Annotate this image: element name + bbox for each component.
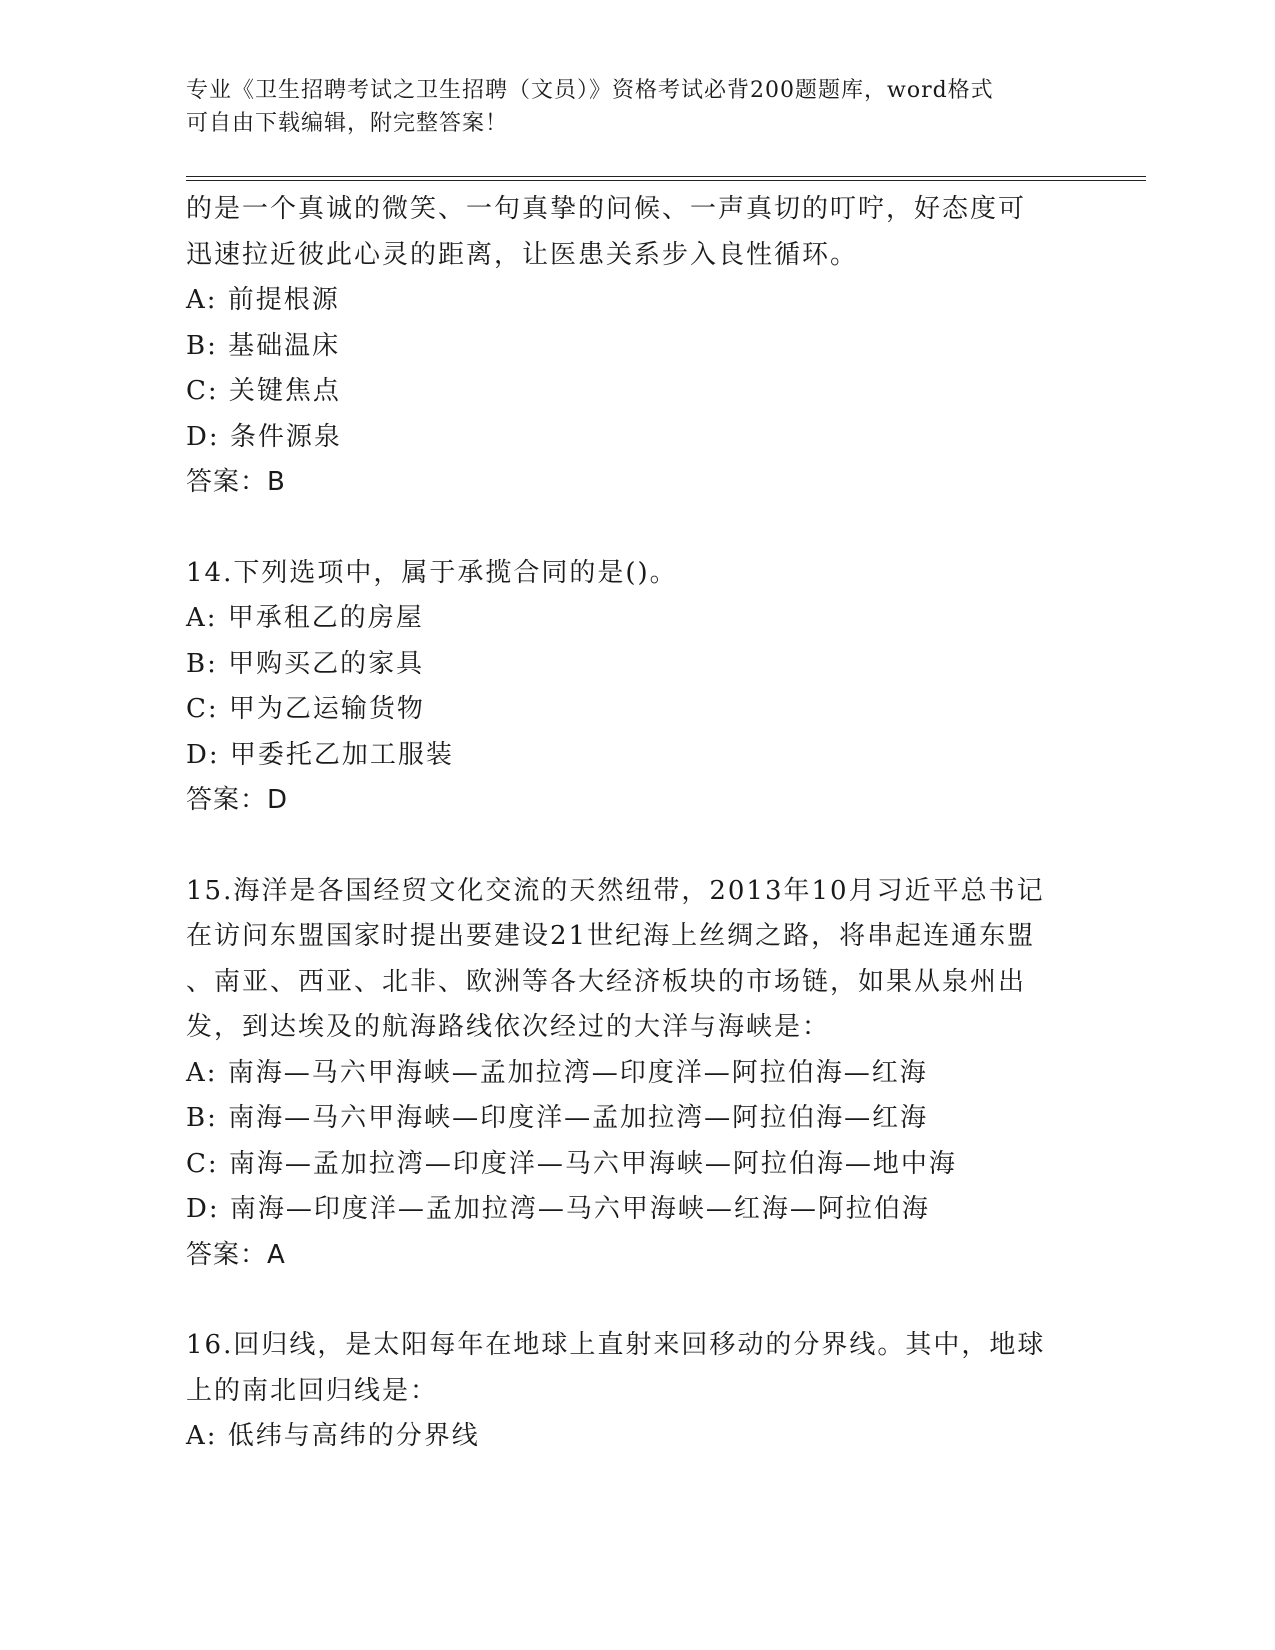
option-c: C: 南海—孟加拉湾—印度洋—马六甲海峡—阿拉伯海—地中海: [186, 1148, 957, 1179]
question-text-line: 上的南北回归线是：: [186, 1375, 439, 1406]
option-d: D: 条件源泉: [186, 421, 342, 452]
answer-line: 答案：A: [186, 1239, 286, 1270]
question-text-line: 15.海洋是各国经贸文化交流的天然纽带，2013年10月习近平总书记: [186, 875, 1045, 906]
option-a: A: 前提根源: [186, 285, 340, 315]
document-body: [186, 187, 1086, 1460]
option-a: A: 南海—马六甲海峡—孟加拉湾—印度洋—阿拉伯海—红海: [186, 1057, 928, 1088]
question-text-line: 、南亚、西亚、北非、欧洲等各大经济板块的市场链，如果从泉州出: [186, 966, 1027, 997]
header-line-1: 专业《卫生招聘考试之卫生招聘（文员）》资格考试必背200题题库，word格式: [186, 78, 994, 103]
option-b: B: 基础温床: [186, 330, 341, 361]
option-c: C: 甲为乙运输货物: [186, 694, 425, 724]
question-text-line: 的是一个真诚的微笑、一句真挚的问候、一声真切的叮咛，好态度可: [186, 194, 1027, 224]
option-b: B: 甲购买乙的家具: [186, 648, 425, 679]
question-text-line: 发，到达埃及的航海路线依次经过的大洋与海峡是：: [186, 1012, 831, 1042]
option-d: D: 甲委托乙加工服装: [186, 739, 454, 770]
document-header: [186, 74, 1066, 140]
option-a: A: 甲承租乙的房屋: [186, 603, 424, 633]
option-a: A: 低纬与高纬的分界线: [186, 1421, 480, 1451]
question-13: [186, 187, 1086, 506]
question-text-line: 14.下列选项中，属于承揽合同的是()。: [186, 557, 678, 588]
question-text-line: 在访问东盟国家时提出要建设21世纪海上丝绸之路，将串起连通东盟: [186, 921, 1036, 951]
answer-line: 答案：B: [186, 467, 286, 497]
document-page: [186, 0, 1146, 1650]
question-text-line: 迅速拉近彼此心灵的距离，让医患关系步入良性循环。: [186, 239, 859, 270]
header-divider: [186, 176, 1146, 181]
spacer: [186, 506, 1086, 551]
option-d: D: 南海—印度洋—孟加拉湾—马六甲海峡—红海—阿拉伯海: [186, 1194, 930, 1224]
question-16: [186, 1323, 1086, 1460]
header-line-2: 可自由下载编辑，附完整答案！: [186, 111, 509, 136]
answer-line: 答案：D: [186, 785, 289, 815]
spacer: [186, 824, 1086, 869]
question-15: [186, 869, 1086, 1279]
question-text-line: 16.回归线，是太阳每年在地球上直射来回移动的分界线。其中，地球: [186, 1330, 1046, 1360]
option-c: C: 关键焦点: [186, 376, 341, 406]
spacer: [186, 1278, 1086, 1323]
question-14: [186, 551, 1086, 824]
option-b: B: 南海—马六甲海峡—印度洋—孟加拉湾—阿拉伯海—红海: [186, 1103, 929, 1133]
